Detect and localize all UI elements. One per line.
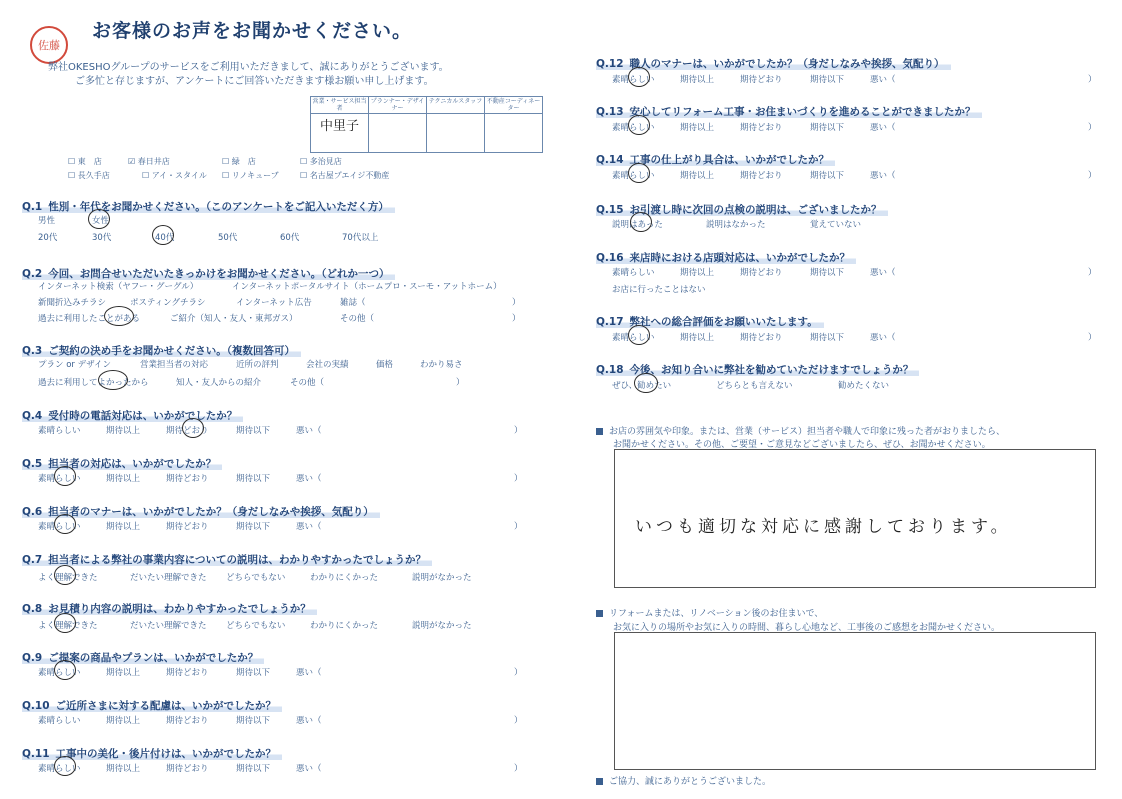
store-checkbox[interactable]: ☐ 多治見店 — [300, 157, 342, 166]
option[interactable]: わかり易さ — [420, 360, 463, 370]
question-10: Q.10 ご近所さまに対する配慮は、いかがでしたか？ — [22, 694, 282, 713]
option[interactable]: 期待どおり — [166, 522, 209, 532]
question-16: Q.16 来店時における店頭対応は、いかがでしたか？ — [596, 246, 856, 265]
staff-header: 営業・サービス担当者 — [312, 98, 367, 112]
option[interactable]: 近所の評判 — [236, 360, 279, 370]
option[interactable]: 期待以上 — [680, 75, 715, 85]
option[interactable]: 期待以上 — [106, 668, 141, 678]
answer-circle — [104, 306, 134, 326]
option[interactable]: 期待どおり — [166, 668, 209, 678]
question-9: Q.9 ご提案の商品やプランは、いかがでしたか？ — [22, 646, 264, 665]
option: ） — [512, 314, 521, 324]
option[interactable]: 期待どおり — [740, 333, 783, 343]
answer-circle — [634, 373, 658, 393]
option[interactable]: 期待以上 — [680, 268, 715, 278]
option: ） — [1088, 123, 1097, 133]
hanko-seal: 佐藤 — [30, 26, 68, 64]
option: ） — [456, 378, 465, 388]
option[interactable]: 営業担当者の対応 — [140, 360, 209, 370]
option[interactable]: 勧めたくない — [838, 381, 890, 391]
option[interactable]: 悪い（ — [296, 716, 322, 726]
section-1-label-2: お聞かせください。その他、ご要望・ご意見などございましたら、ぜひ、お聞かせください。 — [613, 440, 991, 450]
option[interactable]: 価格 — [376, 360, 394, 370]
option[interactable]: 期待以下 — [810, 333, 845, 343]
staff-cell[interactable] — [485, 114, 543, 153]
option[interactable]: 悪い（ — [296, 426, 322, 436]
option: ） — [1088, 171, 1097, 181]
option[interactable]: 期待どおり — [740, 75, 783, 85]
option: ） — [1088, 333, 1097, 343]
option[interactable]: 期待どおり — [740, 268, 783, 278]
option[interactable]: 60代 — [280, 233, 300, 243]
intro-line-1: 弊社OKESHOグループのサービスをご利用いただきまして、誠にありがとうございます。 — [48, 62, 449, 73]
option[interactable]: 期待以上 — [106, 764, 141, 774]
store-checkbox[interactable]: ☐ 名古屋プエイジ不動産 — [300, 171, 390, 180]
answer-circle — [628, 325, 650, 345]
option[interactable]: 30代 — [92, 233, 112, 243]
staff-header: プランナー・デザイナー — [369, 97, 427, 114]
option[interactable]: 素晴らしい — [612, 268, 655, 278]
option[interactable]: 雑誌（ — [340, 298, 366, 308]
option[interactable]: 期待どおり — [740, 171, 783, 181]
option[interactable]: 期待以上 — [106, 716, 141, 726]
option[interactable]: 素晴らしい — [612, 171, 655, 181]
option[interactable]: お店に行ったことはない — [612, 285, 706, 295]
option[interactable]: 説明がなかった — [412, 573, 472, 583]
answer-circle — [98, 370, 128, 390]
option[interactable]: 素晴らしい — [38, 522, 81, 532]
option[interactable]: 期待以下 — [236, 764, 271, 774]
option[interactable]: 悪い（ — [870, 171, 896, 181]
option[interactable]: 期待どおり — [166, 426, 209, 436]
intro-line-2: ご多忙と存じますが、アンケートにご回答いただきます様お願い申し上げます。 — [75, 76, 434, 87]
thanks-note: ご協力、誠にありがとうございました。 — [596, 774, 771, 787]
option[interactable]: 素晴らしい — [38, 474, 81, 484]
store-checkbox[interactable]: ☐ 緑 店 — [222, 157, 256, 166]
option[interactable]: 女性 — [92, 216, 110, 226]
question-7: Q.7 担当者による弊社の事業内容についての説明は、わかりやすかったでしょうか？ — [22, 548, 432, 567]
option[interactable]: ご紹介（知人・友人・東邦ガス） — [170, 314, 298, 324]
option[interactable]: わかりにくかった — [310, 621, 379, 631]
answer-circle — [54, 514, 76, 534]
option: ） — [514, 716, 523, 726]
question-11: Q.11 工事中の美化・後片付けは、いかがでしたか？ — [22, 742, 282, 761]
staff-cell[interactable] — [427, 114, 485, 153]
option[interactable]: 覚えていない — [810, 220, 862, 230]
option[interactable]: 知人・友人からの紹介 — [176, 378, 262, 388]
answer-circle — [630, 212, 652, 232]
question-18: Q.18 今後、お知り合いに弊社を勧めていただけますでしょうか？ — [596, 358, 919, 377]
option[interactable]: 期待どおり — [166, 764, 209, 774]
option[interactable]: 70代以上 — [342, 233, 379, 243]
option[interactable]: インターネット検索（ヤフー・グーグル） — [38, 282, 199, 292]
option[interactable]: 期待どおり — [166, 716, 209, 726]
answer-circle — [182, 418, 204, 438]
option: ） — [514, 474, 523, 484]
option[interactable]: 40代 — [155, 233, 175, 243]
option[interactable]: 素晴らしい — [612, 75, 655, 85]
option[interactable]: 説明はなかった — [706, 220, 766, 230]
answer-circle — [54, 756, 76, 776]
option[interactable]: 悪い（ — [870, 75, 896, 85]
store-checkbox[interactable]: ☐ 長久手店 — [68, 171, 110, 180]
option[interactable]: どちらでもない — [226, 573, 286, 583]
option: ） — [1088, 268, 1097, 278]
answer-circle — [54, 565, 76, 585]
option[interactable]: 悪い（ — [296, 668, 322, 678]
answer-circle — [628, 67, 650, 87]
staff-name-handwritten: 中里子 — [319, 119, 359, 134]
question-1: Q.1 性別・年代をお聞かせください。（このアンケートをご記入いただく方） — [22, 195, 395, 214]
option[interactable]: 期待以下 — [810, 171, 845, 181]
option[interactable]: 期待以下 — [810, 75, 845, 85]
option[interactable]: 悪い（ — [296, 474, 322, 484]
answer-circle — [88, 209, 110, 229]
question-8: Q.8 お見積り内容の説明は、わかりやすかったでしょうか？ — [22, 597, 317, 616]
comment-box-1[interactable] — [614, 449, 1096, 588]
section-2-label-2: お気に入りの場所やお気に入りの時間、暮らし心地など、工事後のご感想をお聞かせください。 — [613, 623, 1001, 633]
question-2: Q.2 今回、お問合せいただいたきっかけをお聞かせください。（どれか一つ） — [22, 262, 395, 281]
question-5: Q.5 担当者の対応は、いかがでしたか？ — [22, 452, 222, 471]
option[interactable]: 期待以下 — [236, 474, 271, 484]
option: ） — [512, 298, 521, 308]
option[interactable]: 悪い（ — [870, 333, 896, 343]
question-3: Q.3 ご契約の決め手をお聞かせください。（複数回答可） — [22, 339, 301, 358]
store-checkbox-checked[interactable]: ☑ 春日井店 — [128, 157, 170, 166]
question-17: Q.17 弊社への総合評価をお願いいたします。 — [596, 310, 824, 329]
question-6: Q.6 担当者のマナーは、いかがでしたか？（身だしなみや挨拶、気配り） — [22, 500, 380, 519]
option[interactable]: 期待以下 — [236, 668, 271, 678]
option[interactable]: ポスティングチラシ — [130, 298, 206, 308]
option[interactable]: 悪い（ — [870, 123, 896, 133]
staff-table — [310, 96, 543, 153]
option[interactable]: 素晴らしい — [612, 123, 655, 133]
option[interactable]: 期待どおり — [166, 474, 209, 484]
option[interactable]: 説明がなかった — [412, 621, 472, 631]
option[interactable]: 期待以下 — [810, 268, 845, 278]
question-14: Q.14 工事の仕上がり具合は、いかがでしたか？ — [596, 148, 835, 167]
option[interactable]: 男性 — [38, 216, 56, 226]
answer-circle — [54, 660, 76, 680]
option: ） — [514, 764, 523, 774]
staff-cell[interactable] — [369, 114, 427, 153]
handwritten-comment: いつも適切な対応に感謝しております。 — [635, 517, 1012, 537]
answer-circle — [54, 613, 76, 633]
option[interactable]: よく理解できた — [38, 621, 98, 631]
option[interactable]: 期待以下 — [810, 123, 845, 133]
option[interactable]: その他（ — [290, 378, 325, 388]
option[interactable]: 会社の実績 — [306, 360, 349, 370]
question-12: Q.12 職人のマナーは、いかがでしたか？（身だしなみや挨拶、気配り） — [596, 52, 951, 71]
option: ） — [514, 668, 523, 678]
option[interactable]: その他（ — [340, 314, 375, 324]
option[interactable]: 50代 — [218, 233, 238, 243]
option[interactable]: 過去に利用したことがある — [38, 314, 141, 324]
store-checkbox[interactable]: ☐ アイ・スタイル — [142, 171, 207, 180]
option[interactable]: 期待以上 — [680, 171, 715, 181]
option[interactable]: インターネット広告 — [236, 298, 312, 308]
option[interactable]: プラン or デザイン — [38, 360, 112, 370]
answer-circle — [628, 115, 650, 135]
comment-box-2[interactable] — [614, 632, 1096, 770]
option[interactable]: 期待以下 — [236, 522, 271, 532]
option: ） — [1088, 75, 1097, 85]
option[interactable]: 期待以上 — [680, 333, 715, 343]
question-15: Q.15 お引渡し時に次回の点検の説明は、ございましたか？ — [596, 198, 888, 217]
question-4: Q.4 受付時の電話対応は、いかがでしたか？ — [22, 404, 243, 423]
answer-circle — [628, 163, 650, 183]
answer-circle — [152, 225, 174, 245]
option[interactable]: 期待以下 — [236, 716, 271, 726]
option[interactable]: どちらとも言えない — [716, 381, 793, 391]
option[interactable]: 20代 — [38, 233, 58, 243]
option[interactable]: 期待以下 — [236, 426, 271, 436]
option[interactable]: どちらでもない — [226, 621, 286, 631]
option: ） — [514, 522, 523, 532]
option[interactable]: 期待以上 — [106, 426, 141, 436]
page-title: お客様のお声をお聞かせください。 — [92, 20, 413, 42]
section-1-label: お店の雰囲気や印象。または、営業（サービス）担当者や職人で印象に残った者がおりましたら、 — [596, 424, 1005, 437]
option[interactable]: よく理解できた — [38, 573, 98, 583]
staff-header: 不動産コーディネーター — [485, 97, 543, 114]
option[interactable]: 過去に利用してよかったから — [38, 378, 149, 388]
option[interactable]: インターネットポータルサイト（ホームプロ・スーモ・アットホーム） — [232, 282, 502, 292]
option[interactable]: 素晴らしい — [38, 426, 81, 436]
option[interactable]: 素晴らしい — [38, 668, 81, 678]
option[interactable]: 素晴らしい — [612, 333, 655, 343]
store-checkbox[interactable]: ☐ リノキューブ — [222, 171, 279, 180]
option[interactable]: わかりにくかった — [310, 573, 379, 583]
option[interactable]: 悪い（ — [296, 522, 322, 532]
option[interactable]: 期待以上 — [106, 522, 141, 532]
store-checkbox[interactable]: ☐ 東 店 — [68, 157, 102, 166]
option[interactable]: 悪い（ — [870, 268, 896, 278]
option[interactable]: 期待以上 — [680, 123, 715, 133]
option[interactable]: 期待以上 — [106, 474, 141, 484]
staff-header: テクニカルスタッフ — [427, 97, 485, 114]
option[interactable]: 新聞折込みチラシ — [38, 298, 107, 308]
option[interactable]: 説明はあった — [612, 220, 663, 230]
option[interactable]: 素晴らしい — [38, 716, 81, 726]
answer-circle — [54, 466, 76, 486]
question-13: Q.13 安心してリフォーム工事・お住まいづくりを進めることができましたか？ — [596, 100, 982, 119]
option[interactable]: だいたい理解できた — [130, 621, 207, 631]
option: ） — [514, 426, 523, 436]
section-2-label: リフォームまたは、リノベーション後のお住まいで、 — [596, 606, 823, 619]
option[interactable]: ぜひ、勧めたい — [612, 381, 672, 391]
option[interactable]: だいたい理解できた — [130, 573, 207, 583]
option[interactable]: 悪い（ — [296, 764, 322, 774]
option[interactable]: 素晴らしい — [38, 764, 81, 774]
option[interactable]: 期待どおり — [740, 123, 783, 133]
